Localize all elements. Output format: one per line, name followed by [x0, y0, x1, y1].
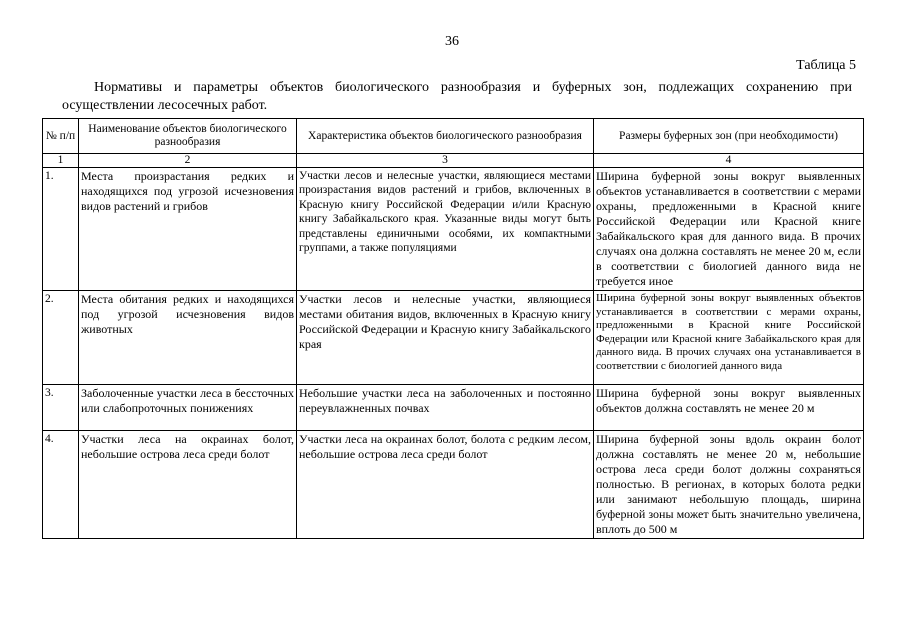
- document-title: Нормативы и параметры объектов биологического разнообразия и буферных зон, подлежащих сохранению при осуществлении лесосечных работ.: [62, 80, 852, 113]
- row-buffer-size: Ширина буферной зоны вокруг выявленных объектов устанавливается в соответствии с мерами охраны, предложенными в Красной книге Российской Федерации или Красной книге Забайкальского края для данного вида. В прочих случаях она устанавливается в соответствии с биологией данного вида: [594, 291, 864, 385]
- row-object-name: Участки леса на окраинах болот, небольшие острова леса среди болот: [79, 431, 297, 539]
- row-buffer-size: Ширина буферной зоны вокруг выявленных объектов должна составлять не менее 20 м: [594, 385, 864, 431]
- row-number: 1.: [43, 168, 79, 291]
- table-row: [43, 168, 864, 291]
- header-buffer-size: Размеры буферных зон (при необходимости): [594, 119, 864, 154]
- column-number-row: [43, 154, 864, 168]
- page-number: 36: [445, 34, 459, 49]
- header-object-name: Наименование объектов биологического разнообразия: [79, 119, 297, 154]
- header-characteristic: Характеристика объектов биологического разнообразия: [297, 119, 594, 154]
- table-header-row: [43, 119, 864, 154]
- header-number: № п/п: [43, 119, 79, 154]
- column-number: 3: [297, 154, 594, 168]
- column-number: 2: [79, 154, 297, 168]
- row-object-name: Заболоченные участки леса в бессточных или слабопроточных понижениях: [79, 385, 297, 431]
- column-number: 1: [43, 154, 79, 168]
- row-buffer-size: Ширина буферной зоны вокруг выявленных объектов устанавливается в соответствии с мерами охраны, предложенными в Красной книге Российской Федерации или Красной книге Забайкальского края для данного вида. В прочих случаях она должна составлять не менее 20 м, если в соответствии с биологией данного вида не требуется иное: [594, 168, 864, 291]
- row-number: 3.: [43, 385, 79, 431]
- row-object-name: Места произрастания редких и находящихся под угрозой исчезновения видов растений и грибов: [79, 168, 297, 291]
- row-characteristic: Участки леса на окраинах болот, болота с редким лесом, небольшие острова леса среди болот: [297, 431, 594, 539]
- table-label: Таблица 5: [796, 58, 856, 73]
- row-buffer-size: Ширина буферной зоны вдоль окраин болот должна составлять не менее 20 м, небольшие острова леса среди болот должны сохраняться полностью. В регионах, в которых болота редки или занимают небольшую площадь, ширина буферной зоны может быть значительно увеличена, вплоть до 500 м: [594, 431, 864, 539]
- row-number: 2.: [43, 291, 79, 385]
- row-characteristic: Участки лесов и нелесные участки, являющиеся местами произрастания видов растений и грибов, включенных в Красную книгу Российской Федерации и/или Красную книгу Забайкальского края. Указанные виды могут быть представлены единичными особями, их компактными группами, а также популяциями: [297, 168, 594, 291]
- row-object-name: Места обитания редких и находящихся под угрозой исчезновения видов животных: [79, 291, 297, 385]
- table-row: [43, 291, 864, 385]
- norms-table: [42, 118, 864, 539]
- table-row: [43, 431, 864, 539]
- column-number: 4: [594, 154, 864, 168]
- row-number: 4.: [43, 431, 79, 539]
- row-characteristic: Участки лесов и нелесные участки, являющиеся местами обитания видов, включенных в Красную книгу Российской Федерации и Красную книгу Забайкальского края: [297, 291, 594, 385]
- table-row: [43, 385, 864, 431]
- row-characteristic: Небольшие участки леса на заболоченных и постоянно переувлажненных почвах: [297, 385, 594, 431]
